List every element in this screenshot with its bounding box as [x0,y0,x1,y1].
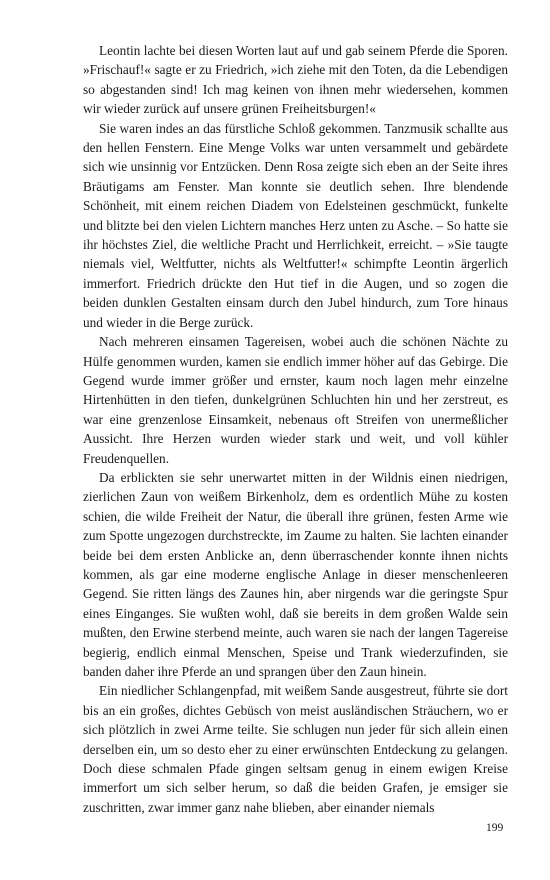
page-body [83,41,508,817]
paragraph: Sie waren indes an das fürstliche Schloß gekommen. Tanzmusik schallte aus den hellen Fenstern. Eine Menge Volks war unten versammelt und gebärdete sich wie unsinnig vor Entzücken. Denn Rosa zeigte sich eben an der Seite ihres Bräutigams am Fenster. Man konnte sie deutlich sehen. Ihre blendende Schönheit, mit einem reichen Diadem von Edelsteinen geschmückt, funkelte und blitzte bei den vielen Lichtern manches Herz unten zu Asche. – So hatte sie ihr höchstes Ziel, die weltliche Pracht und Herrlichkeit, erreicht. – »Sie taugte niemals viel, Weltfutter, nichts als Weltfutter!« schimpfte Leontin ärgerlich immerfort. Friedrich drückte den Hut tief in die Augen, und so zogen die beiden dunklen Gestalten einsam durch den Jubel hindurch, zum Tore hinaus und wieder in die Berge zurück. [83,120,508,330]
paragraph: Da erblickten sie sehr unerwartet mitten in der Wildnis einen niedrigen, zierlichen Zaun von weißem Birkenholz, dem es ordentlich Mühe zu kosten schien, die wilde Freiheit der Natur, die überall ihre grünen, festen Arme wie zum Spotte ungezogen durchstreckte, im Zaume zu halten. Sie lachten einander beide bei dem ersten Anblicke an, denn überraschender konnte ihnen nichts kommen, als gar eine moderne englische Anlage in dieser menschenleeren Gegend. Sie ritten längs des Zaunes hin, aber nirgends war die geringste Spur eines Einganges. Sie wußten wohl, daß sie bereits in dem großen Walde sein mußten, den Erwine sterbend meinte, auch waren sie nach der langen Tagereise begierig, endlich einmal Menschen, Speise und Trank wiederzufinden, sie banden daher ihre Pferde an und sprangen über den Zaun hinein. [83,469,508,679]
page-number: 199 [486,822,504,834]
paragraph: Nach mehreren einsamen Tagereisen, wobei auch die schönen Nächte zu Hülfe genommen wurden, kamen sie endlich immer höher auf das Gebirge. Die Gegend wurde immer größer und ernster, kaum noch lagen mehr einzelne Hirtenhütten in den tiefen, dunkelgrünen Schluchten hin und her zerstreut, es war eine grenzenlose Einsamkeit, nebenaus oft Streifen von unermeßlicher Aussicht. Ihre Herzen wurden wieder stark und weit, und voll kühler Freudenquellen. [83,334,508,466]
paragraph: Leontin lachte bei diesen Worten laut auf und gab seinem Pferde die Sporen. »Frischauf!« sagte er zu Friedrich, »ich ziehe mit den Toten, da die Lebendigen so abgestanden sind! Ich mag keinen von ihnen mehr wiedersehen, kommen wir wieder zurück auf unsere grünen Freiheitsburgen!« [83,43,508,117]
paragraph: Ein niedlicher Schlangenpfad, mit weißem Sande ausgestreut, führte sie dort bis an ein großes, dichtes Gebüsch von meist ausländischen Sträuchern, wo er sich plötzlich in zwei Arme teilte. Sie schlugen nun jeder für sich allein einen derselben ein, um so desto eher zu einer erwünschten Entdeckung zu gelangen. Doch diese schmalen Pfade gingen seltsam genug in einem ewigen Kreise immerfort um sich selber herum, so daß die beiden Grafen, je emsiger sie zuschritten, zwar immer ganz nahe blieben, aber einander niemals [83,683,508,815]
